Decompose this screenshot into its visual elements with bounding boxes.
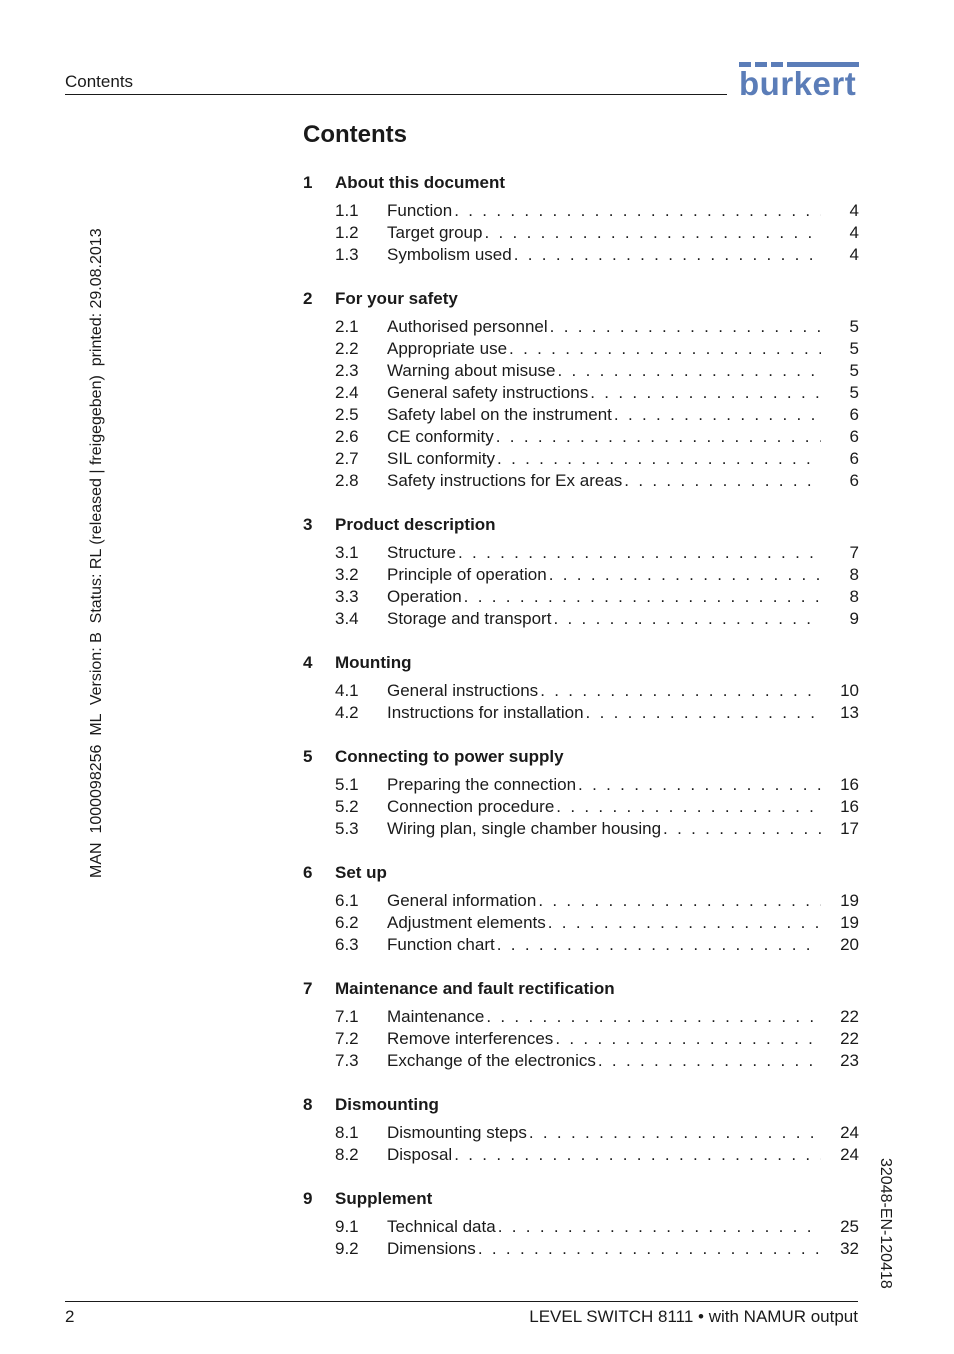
toc-leader-dots [624, 470, 821, 492]
toc-section [303, 860, 859, 956]
toc-entry[interactable] [303, 702, 859, 724]
toc-section-entries [303, 196, 859, 266]
toc-entry[interactable] [303, 1122, 859, 1144]
toc-entry-number: 2.6 [335, 427, 359, 446]
toc-section-title: Maintenance and fault rectification [335, 979, 615, 998]
toc-entry-page: 6 [849, 427, 859, 446]
toc-section-title: Product description [335, 515, 496, 534]
toc-section [303, 650, 859, 724]
toc-entry-number: 6.3 [335, 935, 359, 954]
toc-entry-title: Maintenance [387, 1007, 485, 1026]
toc-section [303, 286, 859, 492]
toc-section-number: 3 [303, 515, 313, 534]
toc-entry-number: 2.7 [335, 449, 359, 468]
toc-entry[interactable] [303, 244, 859, 266]
toc-entry-title: Function [387, 201, 453, 220]
toc-entry[interactable] [303, 338, 859, 360]
toc-entry-number: 8.2 [335, 1145, 359, 1164]
toc-entry-title: Principle of operation [387, 565, 547, 584]
toc-entry-title: Safety label on the instrument [387, 405, 612, 424]
toc-entry-page: 6 [849, 449, 859, 468]
toc-entry-page: 17 [840, 819, 859, 838]
toc-entry-number: 8.1 [335, 1123, 359, 1142]
toc-entry[interactable] [303, 542, 859, 564]
toc-entry[interactable] [303, 564, 859, 586]
toc-entry-title: Adjustment elements [387, 913, 546, 932]
toc-entry-number: 6.1 [335, 891, 359, 910]
toc-section-entries [303, 676, 859, 724]
toc-leader-dots [484, 222, 821, 244]
toc-section-entries [303, 1002, 859, 1072]
toc-entry[interactable] [303, 382, 859, 404]
toc-entry-page: 7 [849, 543, 859, 562]
toc-section [303, 976, 859, 1072]
toc-entry[interactable] [303, 774, 859, 796]
toc-section-number: 6 [303, 863, 313, 882]
toc-section-title: Mounting [335, 653, 412, 672]
toc-entry-page: 24 [840, 1145, 859, 1164]
toc-entry-number: 3.2 [335, 565, 359, 584]
toc-entry[interactable] [303, 448, 859, 470]
toc-leader-dots [578, 774, 821, 796]
document-status-vertical: MAN 1000098256 ML Version: B Status: RL (released | freigegeben) printed: 29.08.2013 [88, 228, 105, 878]
toc-entry-number: 9.2 [335, 1239, 359, 1258]
toc-entry-number: 2.5 [335, 405, 359, 424]
toc-section-heading[interactable] [303, 976, 859, 1002]
toc-entry-title: Connection procedure [387, 797, 555, 816]
toc-entry-number: 2.3 [335, 361, 359, 380]
running-header: Contents [65, 72, 134, 91]
toc-entry-title: Function chart [387, 935, 495, 954]
toc-entry-number: 3.3 [335, 587, 359, 606]
toc-entry-page: 8 [849, 587, 859, 606]
table-of-contents [303, 170, 859, 1280]
toc-entry-page: 22 [840, 1029, 859, 1048]
toc-section-number: 8 [303, 1095, 313, 1114]
toc-entry[interactable] [303, 222, 859, 244]
toc-section-heading[interactable] [303, 744, 859, 770]
toc-leader-dots [663, 818, 821, 840]
toc-entry-page: 16 [840, 797, 859, 816]
toc-leader-dots [548, 912, 821, 934]
toc-leader-dots [590, 382, 821, 404]
toc-entry-number: 4.1 [335, 681, 359, 700]
toc-section-heading[interactable] [303, 860, 859, 886]
toc-entry-page: 5 [849, 317, 859, 336]
toc-entry[interactable] [303, 818, 859, 840]
toc-leader-dots [478, 1238, 821, 1260]
footer-rule [65, 1301, 858, 1302]
toc-entry-title: Safety instructions for Ex areas [387, 471, 623, 490]
toc-leader-dots [486, 1006, 821, 1028]
toc-entry-page: 8 [849, 565, 859, 584]
toc-entry-number: 2.8 [335, 471, 359, 490]
toc-section [303, 744, 859, 840]
toc-entry-title: Dismounting steps [387, 1123, 527, 1142]
logo-text: burkert [739, 65, 857, 102]
toc-entry[interactable] [303, 608, 859, 630]
toc-leader-dots [558, 360, 821, 382]
toc-entry-title: Instructions for installation [387, 703, 584, 722]
toc-entry-page: 19 [840, 891, 859, 910]
toc-entry-number: 2.2 [335, 339, 359, 358]
toc-section-entries [303, 770, 859, 840]
toc-entry-number: 3.4 [335, 609, 359, 628]
toc-entry[interactable] [303, 796, 859, 818]
toc-entry-page: 13 [840, 703, 859, 722]
toc-entry-page: 5 [849, 361, 859, 380]
toc-leader-dots [540, 680, 821, 702]
toc-entry-number: 6.2 [335, 913, 359, 932]
toc-entry-title: Symbolism used [387, 245, 512, 264]
toc-entry[interactable] [303, 890, 859, 912]
toc-entry-number: 5.2 [335, 797, 359, 816]
toc-entry-number: 4.2 [335, 703, 359, 722]
toc-entry-number: 3.1 [335, 543, 359, 562]
toc-entry[interactable] [303, 1028, 859, 1050]
toc-entry-title: Remove interferences [387, 1029, 554, 1048]
toc-leader-dots [550, 316, 821, 338]
toc-entry-title: CE conformity [387, 427, 494, 446]
toc-entry-title: Warning about misuse [387, 361, 556, 380]
toc-entry[interactable] [303, 1216, 859, 1238]
toc-entry-page: 22 [840, 1007, 859, 1026]
toc-entry-number: 7.3 [335, 1051, 359, 1070]
toc-entry-number: 9.1 [335, 1217, 359, 1236]
toc-section-entries [303, 1212, 859, 1260]
toc-entry-title: General instructions [387, 681, 539, 700]
toc-entry[interactable] [303, 1006, 859, 1028]
toc-entry-title: Wiring plan, single chamber housing [387, 819, 662, 838]
toc-entry-page: 4 [849, 245, 859, 264]
toc-section-title: For your safety [335, 289, 458, 308]
toc-entry-title: Operation [387, 587, 462, 606]
toc-entry-title: Authorised personnel [387, 317, 548, 336]
toc-entry-page: 4 [849, 223, 859, 242]
toc-entry-title: Target group [387, 223, 483, 242]
toc-section [303, 1092, 859, 1166]
toc-section-entries [303, 312, 859, 492]
toc-entry[interactable] [303, 1144, 859, 1166]
toc-entry-title: Structure [387, 543, 456, 562]
toc-leader-dots [454, 1144, 821, 1166]
toc-section [303, 170, 859, 266]
toc-entry-number: 1.2 [335, 223, 359, 242]
toc-entry[interactable] [303, 586, 859, 608]
toc-section-heading[interactable] [303, 1092, 859, 1118]
toc-section-heading[interactable] [303, 512, 859, 538]
toc-entry[interactable] [303, 912, 859, 934]
toc-entry[interactable] [303, 680, 859, 702]
toc-leader-dots [458, 542, 821, 564]
toc-section-title: About this document [335, 173, 505, 192]
toc-entry-page: 16 [840, 775, 859, 794]
toc-entry-page: 4 [849, 201, 859, 220]
toc-entry[interactable] [303, 404, 859, 426]
toc-entry-number: 5.1 [335, 775, 359, 794]
toc-section-heading[interactable] [303, 650, 859, 676]
toc-entry-title: Exchange of the electronics [387, 1051, 596, 1070]
toc-section-number: 9 [303, 1189, 313, 1208]
toc-entry[interactable] [303, 426, 859, 448]
toc-entry-page: 24 [840, 1123, 859, 1142]
toc-leader-dots [555, 1028, 821, 1050]
toc-entry-number: 5.3 [335, 819, 359, 838]
toc-entry-number: 1.1 [335, 201, 359, 220]
toc-entry-page: 25 [840, 1217, 859, 1236]
toc-section-number: 2 [303, 289, 313, 308]
toc-entry-page: 20 [840, 935, 859, 954]
toc-section-number: 5 [303, 747, 313, 766]
toc-entry-title: General safety instructions [387, 383, 589, 402]
toc-leader-dots [497, 934, 821, 956]
page-title: Contents [303, 121, 407, 148]
toc-section-title: Set up [335, 863, 387, 882]
toc-leader-dots [496, 426, 821, 448]
toc-section-number: 4 [303, 653, 313, 672]
toc-leader-dots [614, 404, 821, 426]
toc-section-heading[interactable] [303, 170, 859, 196]
toc-entry[interactable] [303, 200, 859, 222]
toc-entry-page: 9 [849, 609, 859, 628]
toc-entry-title: Appropriate use [387, 339, 508, 358]
toc-leader-dots [549, 564, 821, 586]
toc-entry-page: 23 [840, 1051, 859, 1070]
toc-leader-dots [556, 796, 821, 818]
toc-entry-number: 7.1 [335, 1007, 359, 1026]
document-code-vertical: 32048-EN-120418 [877, 1158, 894, 1289]
toc-entry-page: 6 [849, 405, 859, 424]
toc-entry[interactable] [303, 360, 859, 382]
toc-section-entries [303, 1118, 859, 1166]
footer-page-number: 2 [65, 1307, 75, 1326]
toc-entry-title: Disposal [387, 1145, 453, 1164]
toc-entry-number: 2.1 [335, 317, 359, 336]
toc-section [303, 512, 859, 630]
toc-entry[interactable] [303, 316, 859, 338]
toc-entry-title: Preparing the connection [387, 775, 577, 794]
toc-entry-page: 5 [849, 339, 859, 358]
toc-entry-page: 19 [840, 913, 859, 932]
toc-leader-dots [538, 890, 821, 912]
toc-section [303, 1186, 859, 1260]
toc-section-heading[interactable] [303, 1186, 859, 1212]
toc-leader-dots [553, 608, 821, 630]
toc-entry[interactable] [303, 1050, 859, 1072]
toc-entry[interactable] [303, 1238, 859, 1260]
toc-entry[interactable] [303, 934, 859, 956]
toc-entry-number: 7.2 [335, 1029, 359, 1048]
toc-section-entries [303, 538, 859, 630]
toc-leader-dots [529, 1122, 821, 1144]
toc-section-number: 1 [303, 173, 313, 192]
toc-entry-title: Storage and transport [387, 609, 552, 628]
toc-entry-title: SIL conformity [387, 449, 496, 468]
toc-leader-dots [498, 1216, 821, 1238]
toc-section-title: Connecting to power supply [335, 747, 564, 766]
header-rule [65, 94, 727, 95]
toc-entry-page: 5 [849, 383, 859, 402]
toc-leader-dots [598, 1050, 821, 1072]
toc-entry-title: Technical data [387, 1217, 496, 1236]
toc-leader-dots [464, 586, 821, 608]
toc-entry-page: 32 [840, 1239, 859, 1258]
toc-leader-dots [509, 338, 821, 360]
toc-section-title: Supplement [335, 1189, 433, 1208]
toc-section-entries [303, 886, 859, 956]
toc-entry-page: 10 [840, 681, 859, 700]
toc-section-title: Dismounting [335, 1095, 439, 1114]
toc-entry-number: 1.3 [335, 245, 359, 264]
toc-section-heading[interactable] [303, 286, 859, 312]
toc-entry-number: 2.4 [335, 383, 359, 402]
brand-logo [739, 62, 859, 102]
toc-entry-title: General information [387, 891, 537, 910]
toc-entry-title: Dimensions [387, 1239, 476, 1258]
toc-entry-page: 6 [849, 471, 859, 490]
toc-section-number: 7 [303, 979, 313, 998]
toc-leader-dots [454, 200, 821, 222]
footer-product-name: LEVEL SWITCH 8111 • with NAMUR output [529, 1307, 858, 1326]
toc-leader-dots [586, 702, 821, 724]
toc-leader-dots [514, 244, 821, 266]
toc-entry[interactable] [303, 470, 859, 492]
toc-leader-dots [497, 448, 821, 470]
